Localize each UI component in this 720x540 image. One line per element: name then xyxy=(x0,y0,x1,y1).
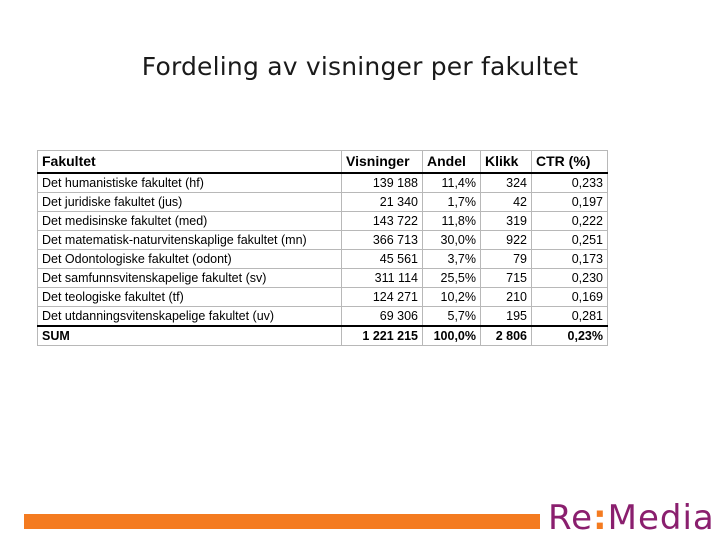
table-header-row xyxy=(38,151,608,174)
cell-andel: 11,8% xyxy=(423,212,481,231)
table-row xyxy=(38,307,608,327)
column-header-andel: Andel xyxy=(423,151,481,174)
sum-label: SUM xyxy=(38,326,342,346)
cell-visninger: 45 561 xyxy=(342,250,423,269)
cell-fakultet: Det medisinske fakultet (med) xyxy=(38,212,342,231)
cell-andel: 3,7% xyxy=(423,250,481,269)
cell-andel: 10,2% xyxy=(423,288,481,307)
cell-andel: 5,7% xyxy=(423,307,481,327)
sum-andel: 100,0% xyxy=(423,326,481,346)
table-row xyxy=(38,173,608,193)
faculty-views-table xyxy=(37,150,608,346)
cell-klikk: 210 xyxy=(481,288,532,307)
cell-ctr: 0,169 xyxy=(532,288,608,307)
cell-klikk: 195 xyxy=(481,307,532,327)
cell-ctr: 0,251 xyxy=(532,231,608,250)
cell-klikk: 319 xyxy=(481,212,532,231)
table-row xyxy=(38,250,608,269)
cell-visninger: 69 306 xyxy=(342,307,423,327)
cell-visninger: 139 188 xyxy=(342,173,423,193)
cell-andel: 1,7% xyxy=(423,193,481,212)
cell-visninger: 143 722 xyxy=(342,212,423,231)
column-header-visninger: Visninger xyxy=(342,151,423,174)
logo-text-re: Re xyxy=(548,498,594,538)
cell-klikk: 922 xyxy=(481,231,532,250)
column-header-ctr: CTR (%) xyxy=(532,151,608,174)
cell-klikk: 324 xyxy=(481,173,532,193)
cell-klikk: 715 xyxy=(481,269,532,288)
cell-fakultet: Det utdanningsvitenskapelige fakultet (uv) xyxy=(38,307,342,327)
cell-visninger: 366 713 xyxy=(342,231,423,250)
cell-ctr: 0,233 xyxy=(532,173,608,193)
cell-fakultet: Det humanistiske fakultet (hf) xyxy=(38,173,342,193)
cell-andel: 11,4% xyxy=(423,173,481,193)
cell-fakultet: Det teologiske fakultet (tf) xyxy=(38,288,342,307)
cell-ctr: 0,230 xyxy=(532,269,608,288)
logo-colon: : xyxy=(593,498,608,538)
cell-visninger: 124 271 xyxy=(342,288,423,307)
logo-text-media: Media xyxy=(607,498,715,538)
table-row xyxy=(38,212,608,231)
column-header-fakultet: Fakultet xyxy=(38,151,342,174)
sum-visninger: 1 221 215 xyxy=(342,326,423,346)
table-row xyxy=(38,231,608,250)
cell-fakultet: Det Odontologiske fakultet (odont) xyxy=(38,250,342,269)
cell-klikk: 79 xyxy=(481,250,532,269)
cell-ctr: 0,281 xyxy=(532,307,608,327)
sum-klikk: 2 806 xyxy=(481,326,532,346)
table-row xyxy=(38,193,608,212)
sum-ctr: 0,23% xyxy=(532,326,608,346)
cell-visninger: 311 114 xyxy=(342,269,423,288)
cell-fakultet: Det matematisk-naturvitenskaplige fakultet (mn) xyxy=(38,231,342,250)
cell-ctr: 0,197 xyxy=(532,193,608,212)
cell-fakultet: Det samfunnsvitenskapelige fakultet (sv) xyxy=(38,269,342,288)
table-row xyxy=(38,288,608,307)
column-header-klikk: Klikk xyxy=(481,151,532,174)
cell-ctr: 0,173 xyxy=(532,250,608,269)
cell-andel: 25,5% xyxy=(423,269,481,288)
cell-andel: 30,0% xyxy=(423,231,481,250)
table-row xyxy=(38,269,608,288)
footer-accent-bar xyxy=(24,514,540,529)
cell-fakultet: Det juridiske fakultet (jus) xyxy=(38,193,342,212)
cell-ctr: 0,222 xyxy=(532,212,608,231)
sum-row xyxy=(38,326,608,346)
slide-title: Fordeling av visninger per fakultet xyxy=(141,52,579,81)
cell-visninger: 21 340 xyxy=(342,193,423,212)
cell-klikk: 42 xyxy=(481,193,532,212)
remedia-logo xyxy=(548,498,715,538)
